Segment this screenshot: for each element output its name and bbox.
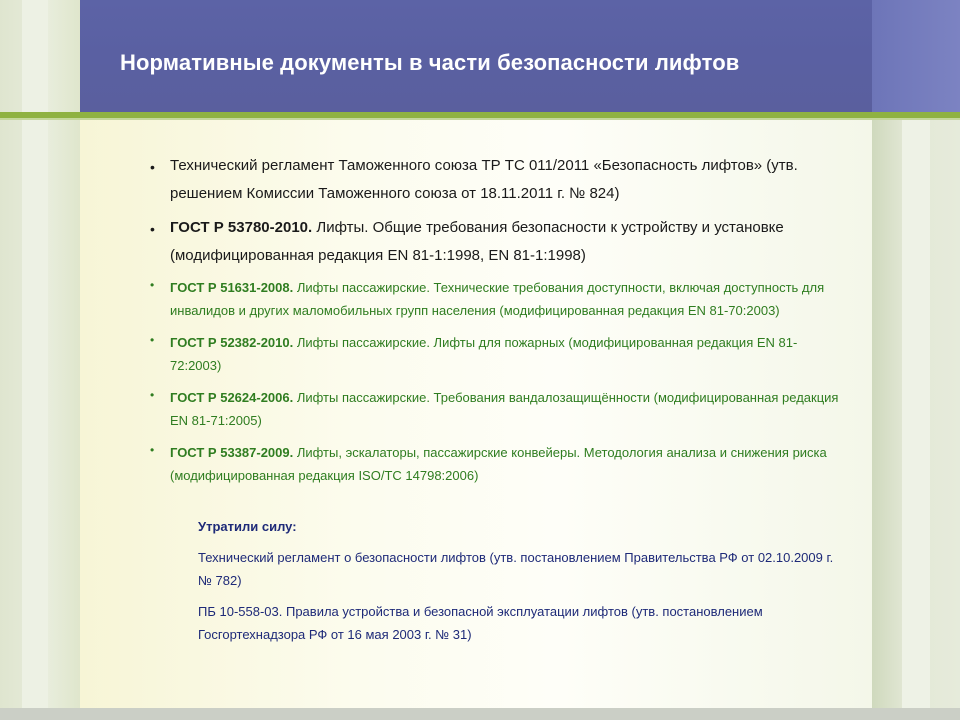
- list-item-code: ГОСТ Р 52382-2010.: [170, 335, 294, 350]
- list-item-code: ГОСТ Р 52624-2006.: [170, 390, 294, 405]
- list-item-gost-53387: [150, 441, 840, 487]
- left-side-band: [0, 0, 80, 720]
- list-item-gost-53780: [150, 214, 840, 270]
- repealed-item: Технический регламент о безопасности лифтов (утв. постановлением Правительства РФ от 02.10.2009 г. № 782): [198, 550, 834, 588]
- bullet-icon: •: [150, 278, 155, 292]
- list-item-text: Лифты пассажирские. Технические требования доступности, включая доступность для инвалидов и других маломобильных групп населения (модифицированная редакция EN 81-70:2003): [170, 280, 825, 318]
- bullet-icon: •: [150, 333, 155, 347]
- list-item-text: Лифты, эскалаторы, пассажирские конвейеры. Методология анализа и снижения риска (модифицированная редакция ISO/TC 14798:2006): [170, 445, 827, 483]
- list-item-code: ГОСТ Р 51631-2008.: [170, 280, 294, 295]
- bullet-icon: •: [150, 159, 155, 175]
- list-item-gost-51631: [150, 276, 840, 322]
- list-item-gost-52382: [150, 331, 840, 377]
- list-item-gost-52624: [150, 386, 840, 432]
- repealed-section: [198, 515, 838, 654]
- list-item-code: ГОСТ Р 53780-2010.: [170, 219, 313, 236]
- bullet-icon: •: [150, 388, 155, 402]
- bottom-bar: [0, 708, 960, 720]
- list-item-text: Лифты пассажирские. Требования вандалозащищённости (модифицированная редакция EN 81-71:2005): [170, 390, 839, 428]
- list-item-code: ГОСТ Р 53387-2009.: [170, 445, 294, 460]
- list-item-text: Лифты. Общие требования безопасности к устройству и установке (модифицированная редакция EN 81-1:1998, EN 81-1:1998): [170, 219, 784, 264]
- repealed-item: ПБ 10-558-03. Правила устройства и безопасной эксплуатации лифтов (утв. постановлением Госгортехнадзора РФ от 16 мая 2003 г. № 31): [198, 604, 763, 642]
- repealed-heading: Утратили силу:: [198, 519, 297, 534]
- list-item-techreg: [150, 152, 840, 208]
- document-list: [150, 152, 840, 496]
- bullet-icon: •: [150, 443, 155, 457]
- list-item-text: Технический регламент Таможенного союза ТР ТС 011/2011 «Безопасность лифтов» (утв. решением Комиссии Таможенного союза от 18.11.2011 г. № 824): [170, 157, 798, 202]
- bullet-icon: •: [150, 221, 155, 237]
- list-item-text: Лифты пассажирские. Лифты для пожарных (модифицированная редакция EN 81-72:2003): [170, 335, 798, 373]
- slide-title: Нормативные документы в части безопасности лифтов: [120, 50, 740, 75]
- header-right-cap: [872, 0, 960, 112]
